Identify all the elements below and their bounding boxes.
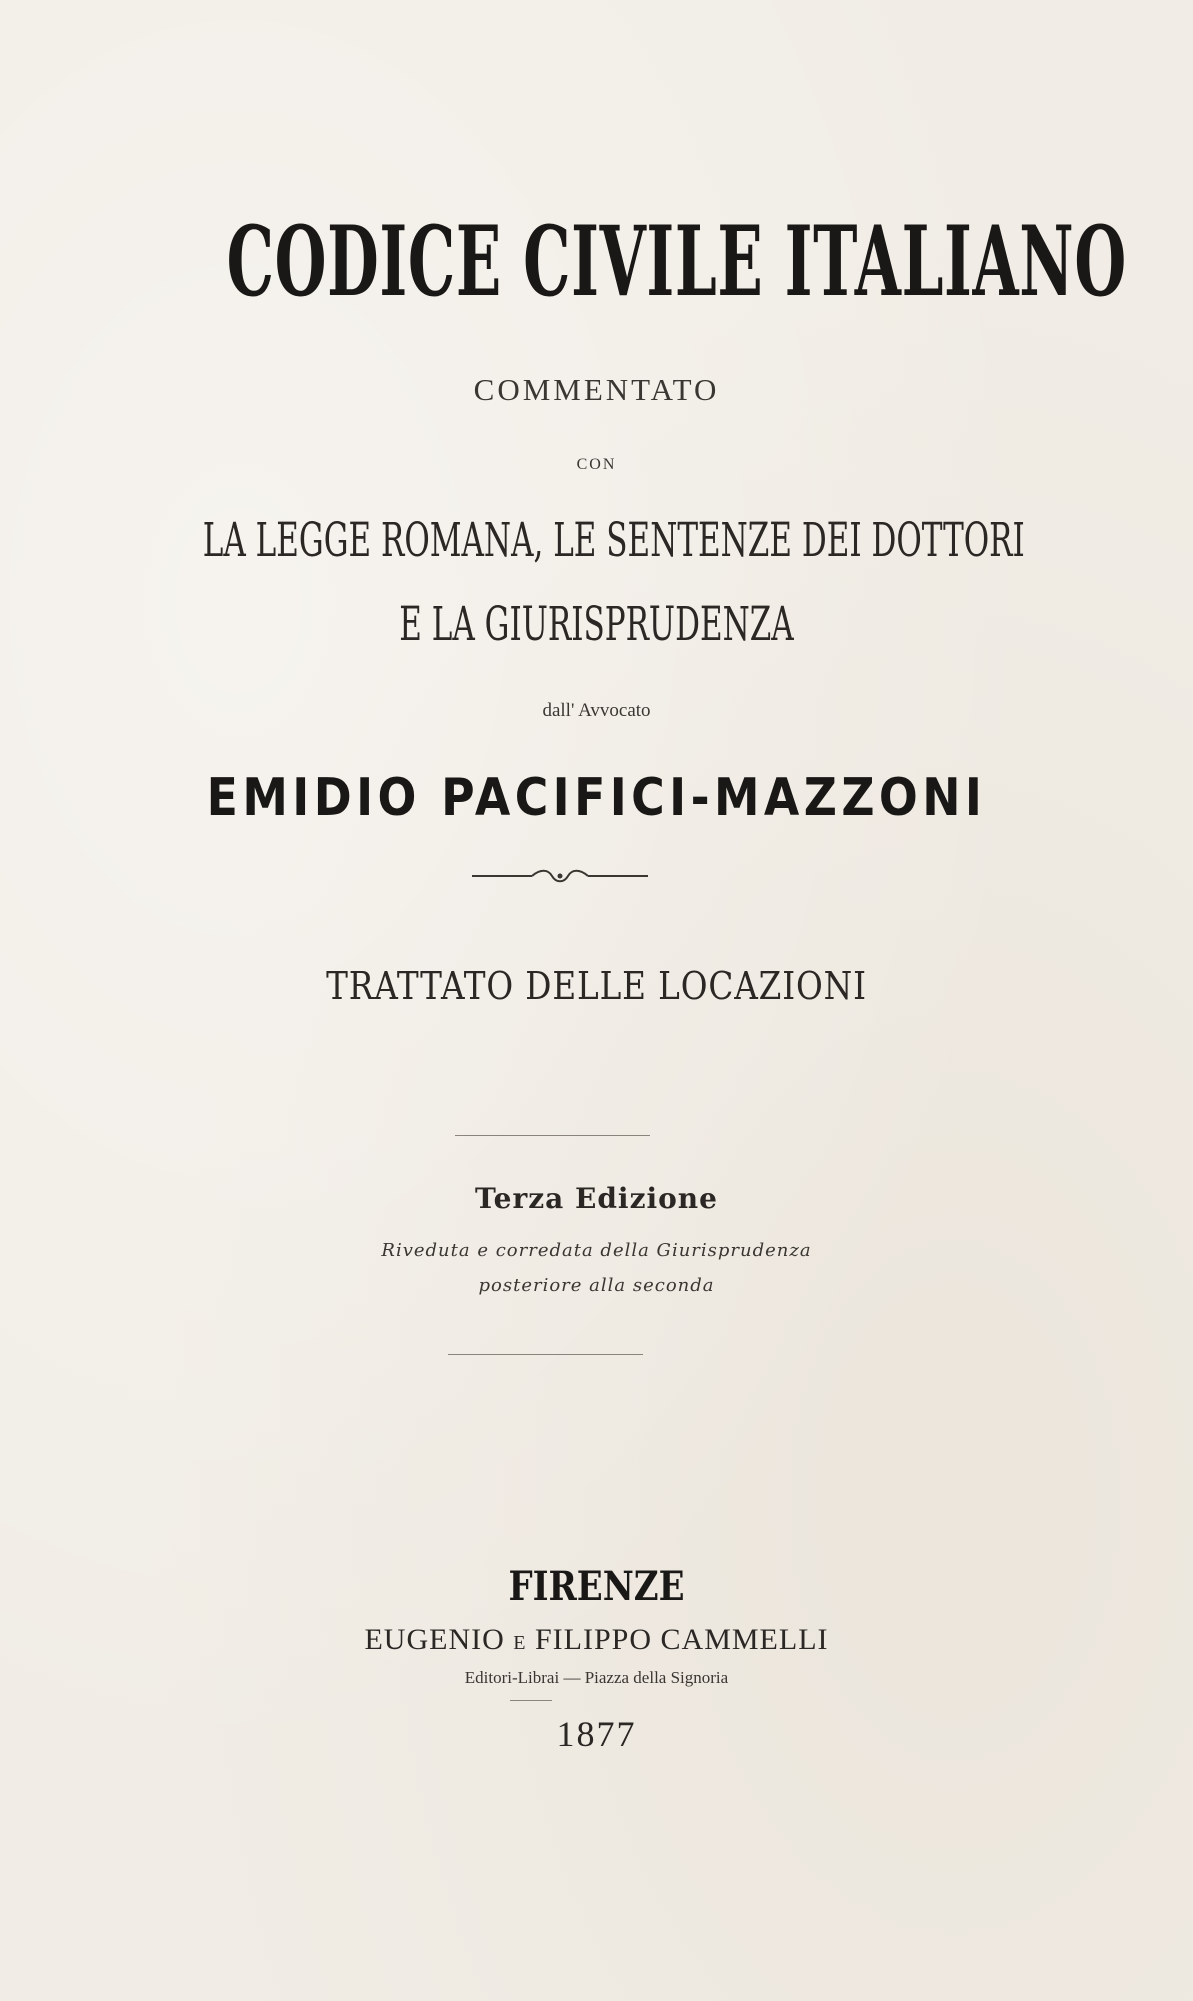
divider-rule-top — [455, 1135, 650, 1136]
publisher-conjunction: E — [513, 1632, 527, 1654]
imprint-city: FIRENZE — [508, 1563, 685, 1610]
imprint-publisher — [0, 1623, 1193, 1657]
description-line-2: E LA GIURISPRUDENZA — [399, 597, 794, 652]
imprint-details: Editori-Librai — Piazza della Signoria — [464, 1668, 729, 1687]
edition-note-line-2: posteriore alla seconda — [478, 1275, 715, 1296]
imprint-year: 1877 — [556, 1714, 637, 1754]
publisher-name-1: EUGENIO — [364, 1623, 505, 1656]
book-title: CODICE CIVILE ITALIANO — [226, 205, 1127, 318]
edition-label: Terza Edizione — [475, 1182, 718, 1215]
connector-word: CON — [576, 456, 617, 473]
publisher-name-2: FILIPPO CAMMELLI — [535, 1623, 829, 1656]
author-prefix: dall' Avvocato — [542, 700, 651, 721]
treatise-title: TRATTATO DELLE LOCAZIONI — [326, 964, 867, 1008]
description-line-1: LA LEGGE ROMANA, LE SENTENZE DEI DOTTORI — [202, 513, 1025, 568]
edition-note-line-1: Riveduta e corredata della Giurisprudenza — [381, 1240, 812, 1261]
divider-rule-short — [510, 1700, 552, 1701]
divider-rule-bottom — [448, 1354, 643, 1355]
ornament-flourish-icon — [470, 866, 650, 886]
subtitle: COMMENTATO — [473, 372, 720, 407]
author-name: EMIDIO PACIFICI-MAZZONI — [206, 768, 987, 828]
